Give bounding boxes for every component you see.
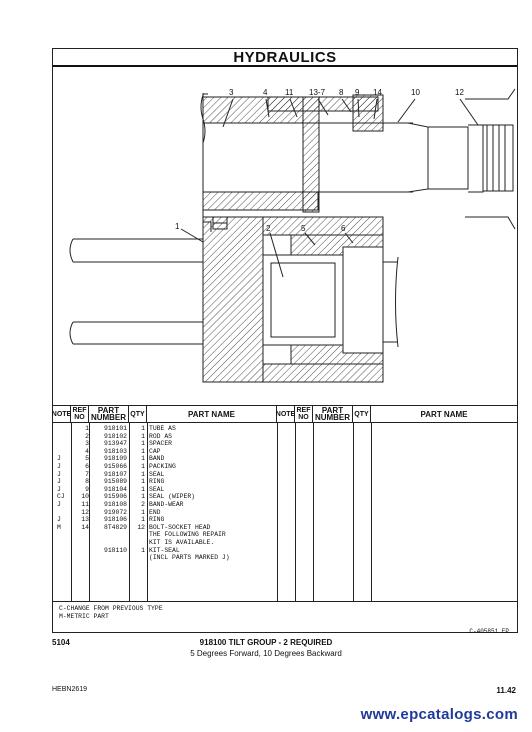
note-cell: J xyxy=(57,470,61,478)
table-row xyxy=(53,471,277,479)
callout-9: 9 xyxy=(355,88,360,97)
part-number-cell: 915089 xyxy=(103,478,127,486)
part-number-cell: 918101 xyxy=(103,425,127,432)
qty-cell: 1 xyxy=(141,463,145,470)
part-number-cell: 918108 xyxy=(103,501,127,508)
header-note: NOTE xyxy=(53,405,71,423)
callout-1: 1 xyxy=(175,222,180,231)
qty-cell: 1 xyxy=(141,432,145,440)
part-number-cell: 919072 xyxy=(103,508,127,516)
note-cell: J xyxy=(57,478,61,486)
watermark-link[interactable]: www.epcatalogs.com xyxy=(360,706,518,723)
hydraulic-cylinder-illustration xyxy=(53,67,519,455)
qty-cell: 1 xyxy=(141,546,145,554)
header-part-name: PART NAME xyxy=(147,405,277,423)
part-number-cell: 918104 xyxy=(103,485,127,493)
ref-no-cell: 14 xyxy=(81,523,89,531)
table-row xyxy=(53,478,277,486)
ref-no-cell: 3 xyxy=(85,440,89,448)
part-name-cell: SEAL xyxy=(149,470,165,478)
page-number: 11.42 xyxy=(496,686,516,695)
qty-cell: 1 xyxy=(141,440,145,448)
ref-no-cell: 12 xyxy=(81,508,89,516)
footnote-metric: M-METRIC PART xyxy=(59,613,109,620)
group-subtitle: 5 Degrees Forward, 10 Degrees Backward xyxy=(190,649,342,658)
note-cell: M xyxy=(57,523,61,531)
table-row xyxy=(53,524,277,532)
part-number-cell: 918107 xyxy=(103,470,127,478)
note-cell: J xyxy=(57,463,61,470)
ref-no-cell: 2 xyxy=(85,432,89,440)
part-name-cell: END xyxy=(149,508,161,516)
part-number-cell: 913947 xyxy=(103,440,127,448)
part-name-cell: SEAL (WIPER) xyxy=(149,493,196,501)
callout-6: 6 xyxy=(341,224,346,233)
callout-3: 3 xyxy=(229,88,234,97)
ref-no-cell: 9 xyxy=(85,485,89,493)
part-name-cell: KIT IS AVAILABLE. xyxy=(149,539,215,546)
ref-no-cell: 8 xyxy=(85,478,89,486)
table-row xyxy=(53,455,277,463)
doc-id: HEBN2619 xyxy=(52,686,88,693)
note-cell: J xyxy=(57,516,61,524)
page-title: HYDRAULICS xyxy=(53,49,517,67)
part-name-cell: THE FOLLOWING REPAIR xyxy=(149,531,226,539)
table-row xyxy=(53,463,277,471)
table-row xyxy=(53,440,277,448)
qty-cell: 1 xyxy=(141,447,145,455)
ref-no-cell: 10 xyxy=(81,493,89,501)
table-row xyxy=(53,554,277,562)
qty-cell: 1 xyxy=(141,485,145,493)
part-number-cell: 918106 xyxy=(103,516,127,524)
group-title: 918100 TILT GROUP - 2 REQUIRED xyxy=(199,638,333,647)
ref-no-cell: 7 xyxy=(85,470,89,478)
part-name-cell: KIT-SEAL xyxy=(149,546,180,554)
part-name-cell: RING xyxy=(149,516,165,524)
part-number-cell: 8T4829 xyxy=(103,523,127,531)
part-name-cell: SEAL xyxy=(149,485,165,493)
header-part-name-right: PART NAME xyxy=(420,409,468,419)
parts-table xyxy=(53,405,517,601)
header-ref-no-right: REF NO xyxy=(295,405,313,423)
part-name-cell: SPACER xyxy=(149,440,173,448)
part-name-cell: CAP xyxy=(149,447,161,455)
header-ref-no: REF NO xyxy=(71,405,89,423)
table-row xyxy=(53,509,277,517)
qty-cell: 1 xyxy=(141,478,145,486)
callout-10: 10 xyxy=(411,88,420,97)
ref-no-cell: 5 xyxy=(85,455,89,463)
page-code: 5104 xyxy=(52,638,70,647)
part-name-cell: RING xyxy=(149,478,165,486)
ref-no-cell: 4 xyxy=(85,447,89,455)
callout-11: 11 xyxy=(285,88,294,97)
qty-cell: 1 xyxy=(141,470,145,478)
ref-no-cell: 13 xyxy=(81,516,89,524)
qty-cell: 2 xyxy=(141,501,145,508)
header-note-right: NOTE xyxy=(277,405,295,423)
table-row xyxy=(53,493,277,501)
table-row xyxy=(53,501,277,509)
callout-2: 2 xyxy=(266,224,271,233)
ref-no-cell: 1 xyxy=(85,425,89,432)
table-row xyxy=(53,425,277,433)
qty-cell: 12 xyxy=(137,523,145,531)
header-qty: QTY xyxy=(129,405,147,423)
qty-cell: 1 xyxy=(141,455,145,463)
table-row xyxy=(53,539,277,547)
qty-cell: 1 xyxy=(141,425,145,432)
header-qty-right: QTY xyxy=(353,405,371,423)
illustration-code: C-405851 EP xyxy=(469,628,509,635)
qty-cell: 1 xyxy=(141,493,145,501)
part-name-cell: BAND xyxy=(149,455,165,463)
part-name-cell: ROD AS xyxy=(149,432,173,440)
table-row xyxy=(53,486,277,494)
table-row xyxy=(53,531,277,539)
qty-cell: 1 xyxy=(141,508,145,516)
ref-no-cell: 11 xyxy=(81,501,89,508)
callout-5: 5 xyxy=(301,224,306,233)
part-name-cell: BAND-WEAR xyxy=(149,501,184,508)
note-cell: J xyxy=(57,501,61,508)
callout-4: 4 xyxy=(263,88,268,97)
callout-14: 14 xyxy=(373,88,382,97)
note-cell: CJ xyxy=(57,493,65,501)
table-row xyxy=(53,547,277,555)
table-row xyxy=(53,433,277,441)
qty-cell: 1 xyxy=(141,516,145,524)
part-number-cell: 918102 xyxy=(103,432,127,440)
table-row xyxy=(53,448,277,456)
part-number-cell: 918110 xyxy=(103,546,127,554)
callout-13-7: 13-7 xyxy=(309,88,326,97)
part-number-cell: 915066 xyxy=(103,463,127,470)
footnote-change: C-CHANGE FROM PREVIOUS TYPE xyxy=(59,605,163,612)
callout-8: 8 xyxy=(339,88,344,97)
note-cell: J xyxy=(57,485,61,493)
part-name-cell: (INCL PARTS MARKED J) xyxy=(149,554,230,562)
part-number-cell: 918109 xyxy=(103,455,127,463)
part-number-cell: 915906 xyxy=(103,493,127,501)
callout-12: 12 xyxy=(455,88,464,97)
header-part-number: PART NUMBER xyxy=(89,405,129,423)
ref-no-cell: 6 xyxy=(85,463,89,470)
table-row xyxy=(53,516,277,524)
part-name-cell: PACKING xyxy=(149,463,176,470)
note-cell: J xyxy=(57,455,61,463)
part-name-cell: BOLT-SOCKET HEAD xyxy=(149,523,211,531)
catalog-page-frame xyxy=(52,48,518,633)
part-name-cell: TUBE AS xyxy=(149,425,176,432)
header-part-number-right: PART NUMBER xyxy=(313,405,353,423)
part-number-cell: 918103 xyxy=(103,447,127,455)
